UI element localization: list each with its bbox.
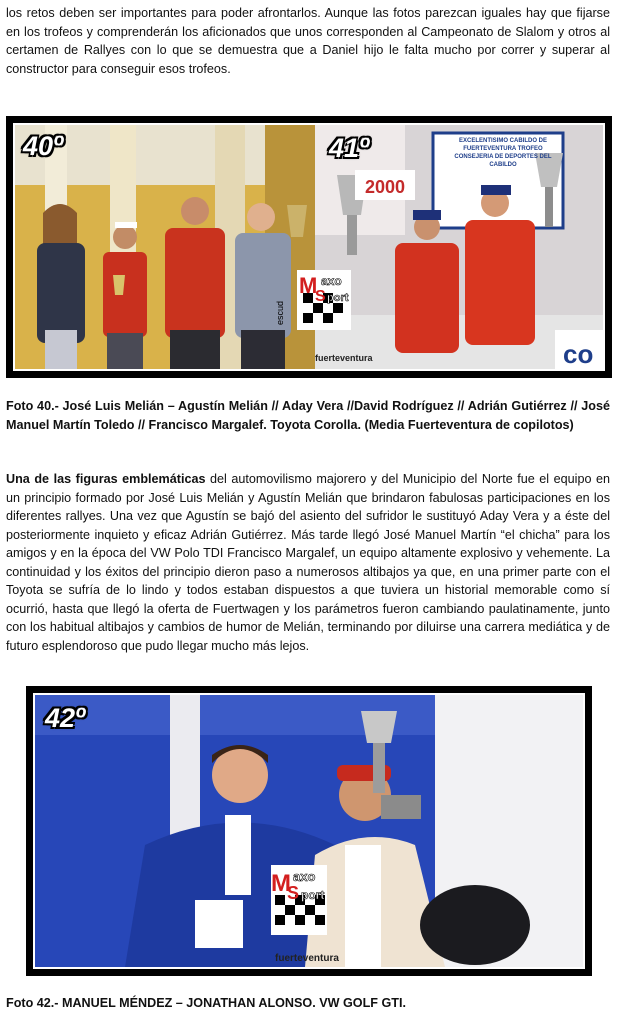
photo-40-41-image bbox=[13, 123, 605, 371]
photo-number-41: 41º bbox=[329, 133, 369, 163]
logo-s-letter-42: S bbox=[287, 883, 300, 903]
caption-photo-40: Foto 40.- José Luis Melián – Agustín Melián // Aday Vera //David Rodríguez // Adrián Gutiérrez // José Manuel Martín Toledo // Francisco Margalef. Toyota Corolla. (Media Fuerteventura de copilotos) bbox=[6, 399, 610, 432]
logo-maxo: axo bbox=[321, 274, 342, 288]
logo-escud: escud bbox=[275, 300, 285, 325]
photo-42 bbox=[26, 686, 592, 976]
photo-number-40: 40º bbox=[23, 131, 63, 161]
photo-42-image bbox=[33, 693, 585, 969]
photo-year: 2000 bbox=[365, 177, 406, 197]
logo-fuerteventura-42: fuerteventura bbox=[275, 953, 339, 964]
logo-sport: port bbox=[327, 292, 349, 304]
intro-paragraph: los retos deben ser importantes para poder afrontarlos. Aunque las fotos parezcan iguales hay que fijarse en los trofeos y comprenderán los aficionados que unos corresponden al Campeonato de Slalom y otros al certamen de Rallyes con lo que se demuestra que a Daniel hijo le falta mucho por correr y superar al constructor para conseguir esos trofeos. bbox=[6, 6, 610, 76]
body-lead-bold: Una de las figuras emblemáticas bbox=[6, 472, 206, 486]
logo-sport-42: port bbox=[301, 888, 325, 902]
body-text: del automovilismo majorero y del Municipio del Norte fue el equipo en un principio formado por José Luis Melián y Agustín Melián que brindaron fabulosas participaciones en los diferentes rallyes. Una vez que Agustín se bajó del asiento del sufridor le sustituyó Aday Vera y a éste del posteriormente inquieto y eficaz Adrián Gutiérrez. Más tarde llegó José Manuel Martín “el chicha” para los amigos y en la época del VW Polo TDI Francisco Margalef, un equipo altamente explosivo y vehemente. La continuidad y los éxitos del principio dieron paso a numerosos altibajos ya que, en una primer parte con el Toyota se sufría de lo lindo y todos estaban dispuestos a que tuviera un historial memorable como sí ocurrió, hasta que llegó la oferta de Fuertwagen y los parámetros fueron cambiando paulatinamente, junto con los habitual altibajos y cambios de humor de Melián, terminando por diluirse una carrera mediática y de futuro esplendoroso que pudo llegar mucho más lejos. bbox=[6, 472, 610, 653]
photo-42-scene bbox=[35, 695, 583, 967]
logo-maxo-42: axo bbox=[293, 869, 316, 884]
logo-m-letter-42: M bbox=[271, 870, 291, 897]
logo-s-letter: S bbox=[315, 288, 326, 305]
body-paragraph bbox=[6, 470, 610, 655]
photo-40-41 bbox=[6, 116, 612, 378]
svg-text:co: co bbox=[563, 339, 594, 369]
logo-fuerteventura: fuerteventura bbox=[315, 353, 373, 363]
photo-number-42: 42º bbox=[45, 703, 85, 733]
caption-photo-42: Foto 42.- MANUEL MÉNDEZ – JONATHAN ALONSO. VW GOLF GTI. bbox=[6, 996, 406, 1010]
logo-m-letter: M bbox=[299, 273, 318, 298]
banner-text: EXCELENTISIMO CABILDO DE FUERTEVENTURA TROFEO CONSEJERIA DE DEPORTES DEL CABILDO bbox=[454, 138, 552, 168]
